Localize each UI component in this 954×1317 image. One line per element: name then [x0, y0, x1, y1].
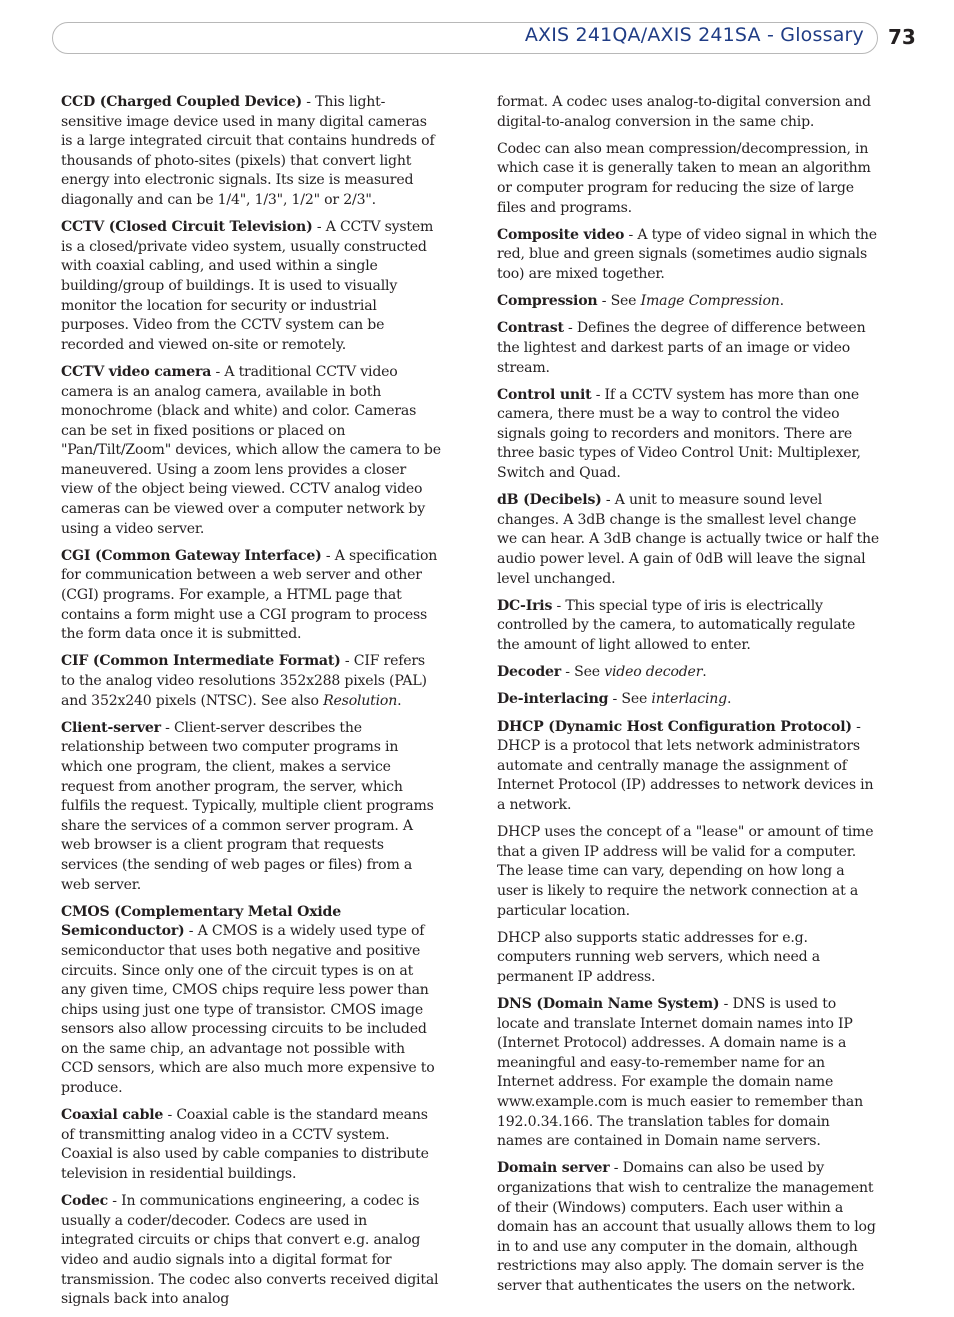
definition-text: A unit to measure sound level changes. A 3dB change is the smallest level change we can hear. A 3dB change is actually twice or half the audio power level. A gain of 0dB will leave the signal level unchanged.	[497, 492, 880, 587]
term-separator: -	[163, 1107, 177, 1124]
term-separator: -	[563, 320, 577, 337]
glossary-term: CMOS (Complementary Metal Oxide Semiconductor)	[61, 903, 341, 940]
glossary-entry	[61, 1106, 441, 1184]
glossary-entry	[497, 292, 879, 312]
term-separator: -	[108, 1193, 122, 1210]
glossary-entry	[61, 218, 441, 355]
term-separator: -	[184, 923, 198, 940]
definition-text: CIF refers to the analog video resolutions 352x288 pixels (PAL) and 352x240 pixels (NTSC). See also	[61, 653, 427, 709]
cross-reference: interlacing	[651, 691, 727, 708]
glossary-entry	[61, 719, 441, 895]
term-separator: -	[561, 664, 575, 681]
term-separator: -	[851, 718, 861, 735]
definition-text: DNS is used to locate and translate Internet domain names into IP (Internet Protocol) addresses. A domain name is a meaningful and easy-to-remember name for an Internet address. For example the domain name www.example.com is much easier to remember than 192.0.34.166. The translation tables for domain names are contained in Domain name servers.	[497, 996, 863, 1150]
glossary-entry	[497, 226, 879, 285]
glossary-column-left	[61, 93, 441, 1317]
term-separator: -	[597, 293, 611, 310]
glossary-entry	[497, 718, 879, 816]
page-title: AXIS 241QA/AXIS 241SA - Glossary	[524, 24, 864, 46]
term-separator: -	[340, 653, 354, 670]
glossary-term: DNS (Domain Name System)	[497, 996, 720, 1013]
definition-text: A CMOS is a widely used type of semiconductor that uses both negative and positive circuits. Since only one of the circuit types is on at any given time, CMOS chips require less power than chips using just one type of transistor. CMOS image sensors also allow processing circuits to be included on the same chip, an advantage not possible with CCD sensors, which are also much more expensive to produce.	[61, 923, 435, 1097]
glossary-entry	[497, 995, 879, 1152]
definition-text: In communications engineering, a codec is usually a coder/decoder. Codecs are used in integrated circuits or chips that convert e.g. analog video and audio signals into a digital format for transmission. The codec also converts received digital signals back into analog	[61, 1193, 439, 1308]
definition-text: A CCTV system is a closed/private video system, usually constructed with coaxial cabling, and used within a single building/group of buildings. It is used to visually monitor the location for security or industrial purposes. Video from the CCTV system can be recorded and viewed on-site or remotely.	[61, 219, 434, 353]
cross-reference: video decoder	[604, 664, 703, 681]
term-separator: -	[601, 492, 615, 509]
glossary-term: CCTV (Closed Circuit Television)	[61, 219, 313, 236]
glossary-term: Composite video	[497, 226, 625, 243]
glossary-entry	[497, 319, 879, 378]
glossary-term: Codec	[61, 1193, 109, 1210]
definition-text: Defines the degree of difference between the lightest and darkest parts of an image or video stream.	[497, 320, 866, 376]
glossary-entry	[61, 903, 441, 1099]
glossary-term: Client-server	[61, 719, 161, 736]
glossary-entry	[61, 363, 441, 539]
glossary-term: CCTV video camera	[61, 363, 212, 380]
definition-tail: .	[779, 293, 784, 310]
definition-text: Client-server describes the relationship between two computer programs in which one program, the client, makes a service request from another program, the server, which fulfils the request. Typically, multiple client programs share the services of a common server program. A web browser is a client program that requests services (the sending of web pages or files) from a web server.	[61, 719, 434, 893]
term-separator: -	[321, 547, 335, 564]
glossary-entry	[497, 823, 879, 921]
definition-tail: .	[726, 691, 732, 708]
definition-text: A type of video signal in which the red, blue and green signals (sometimes audio signals too) are mixed together.	[497, 226, 877, 282]
definition-text: format. A codec uses analog-to-digital conversion and digital-to-analog conversion in the same chip.	[497, 94, 871, 130]
glossary-term: Control unit	[497, 386, 592, 403]
term-separator: -	[302, 94, 316, 110]
definition-text: DHCP is a protocol that lets network administrators automate and centrally manage the assignment of Internet Protocol (IP) addresses to network devices in a network.	[497, 738, 874, 813]
glossary-term: Contrast	[497, 320, 564, 337]
definition-text: This special type of iris is electrically controlled by the camera, to automatically regulate the amount of light allowed to enter.	[497, 597, 856, 653]
definition-text: If a CCTV system has more than one camera, there must be a way to control the video signals going to recorders and monitors. There are three basic types of Video Control Unit: Multiplexer, Switch and Quad.	[497, 386, 861, 482]
page-number: 73	[888, 25, 916, 49]
cross-reference: Resolution	[323, 692, 398, 709]
definition-text: DHCP uses the concept of a "lease" or amount of time that a given IP address will be valid for a computer. The lease time can vary, depending on how long a user is likely to require the network connection at a particular location.	[497, 824, 874, 919]
definition-text: Coaxial cable is the standard means of transmitting analog video in a CCTV system. Coaxial is also used by cable companies to distribute television in residential buildings.	[61, 1107, 429, 1183]
glossary-term: CCD (Charged Coupled Device)	[61, 94, 302, 110]
glossary-term: De-interlacing	[497, 691, 609, 708]
glossary-entry	[497, 1159, 879, 1296]
definition-text: A specification for communication between a web server and other (CGI) programs. For example, a HTML page that contains a form might use a CGI program to process the form data once it is submitted.	[61, 547, 438, 643]
cross-reference: Image Compression	[640, 293, 780, 310]
term-separator: -	[608, 691, 622, 708]
term-separator: -	[591, 386, 605, 403]
glossary-term: dB (Decibels)	[497, 492, 602, 509]
glossary-entry	[497, 386, 879, 484]
glossary-entry	[497, 93, 879, 132]
definition-tail: .	[397, 692, 402, 709]
term-separator: -	[552, 597, 566, 614]
glossary-term: Compression	[497, 293, 598, 310]
glossary-term: Decoder	[497, 664, 562, 681]
term-separator: -	[609, 1160, 623, 1177]
glossary-entry	[61, 652, 441, 711]
glossary-entry	[61, 547, 441, 645]
definition-text: This light-sensitive image device used in many digital cameras is a large integrated circuit that contains hundreds of thousands of photo-sites (pixels) that convert light energy into electronic signals. Its size is measured diagonally and can be 1/4", 1/3", 1/2" or 2/3".	[61, 94, 435, 208]
glossary-entry	[497, 140, 879, 218]
definition-text: Codec can also mean compression/decompression, in which case it is generally taken to mean an algorithm or computer program for reducing the size of large files and programs.	[497, 140, 871, 216]
term-separator: -	[312, 219, 326, 236]
glossary-entry	[497, 491, 879, 589]
glossary-entry	[61, 93, 441, 211]
glossary-entry	[497, 690, 879, 710]
glossary-term: DC-Iris	[497, 597, 553, 614]
term-separator: -	[719, 996, 733, 1013]
glossary-term: DHCP (Dynamic Host Configuration Protocol)	[497, 718, 852, 735]
glossary-column-right	[497, 93, 879, 1304]
glossary-entry	[497, 597, 879, 656]
glossary-term: Domain server	[497, 1160, 610, 1177]
definition-text: A traditional CCTV video camera is an analog camera, available in both monochrome (black and white) and color. Cameras can be set in fixed positions or placed on "Pan/Tilt/Zoom" devices, which allow the camera to be maneuvered. Using a zoom lens provides a closer view of the object being viewed. CCTV analog video cameras can be viewed over a computer network by using a video server.	[61, 363, 441, 537]
term-separator: -	[160, 719, 174, 736]
glossary-term: Coaxial cable	[61, 1107, 164, 1124]
term-separator: -	[624, 226, 638, 243]
definition-tail: .	[702, 664, 707, 681]
glossary-term: CIF (Common Intermediate Format)	[61, 653, 341, 670]
definition-text: See	[610, 293, 641, 310]
definition-text: See	[621, 691, 652, 708]
definition-text: DHCP also supports static addresses for e.g. computers running web servers, which need a permanent IP address.	[497, 929, 820, 985]
glossary-entry	[497, 663, 879, 683]
term-separator: -	[211, 363, 225, 380]
definition-text: See	[574, 664, 605, 681]
glossary-entry	[61, 1192, 441, 1310]
glossary-term: CGI (Common Gateway Interface)	[61, 547, 322, 564]
definition-text: Domains can also be used by organizations that wish to centralize the management of their (Windows) computers. Each user within a domain has an account that usually allows them to log in to and use any computer in the domain, although restrictions may also apply. The domain server is the server that authenticates the users on the network.	[497, 1160, 876, 1294]
glossary-entry	[497, 929, 879, 988]
